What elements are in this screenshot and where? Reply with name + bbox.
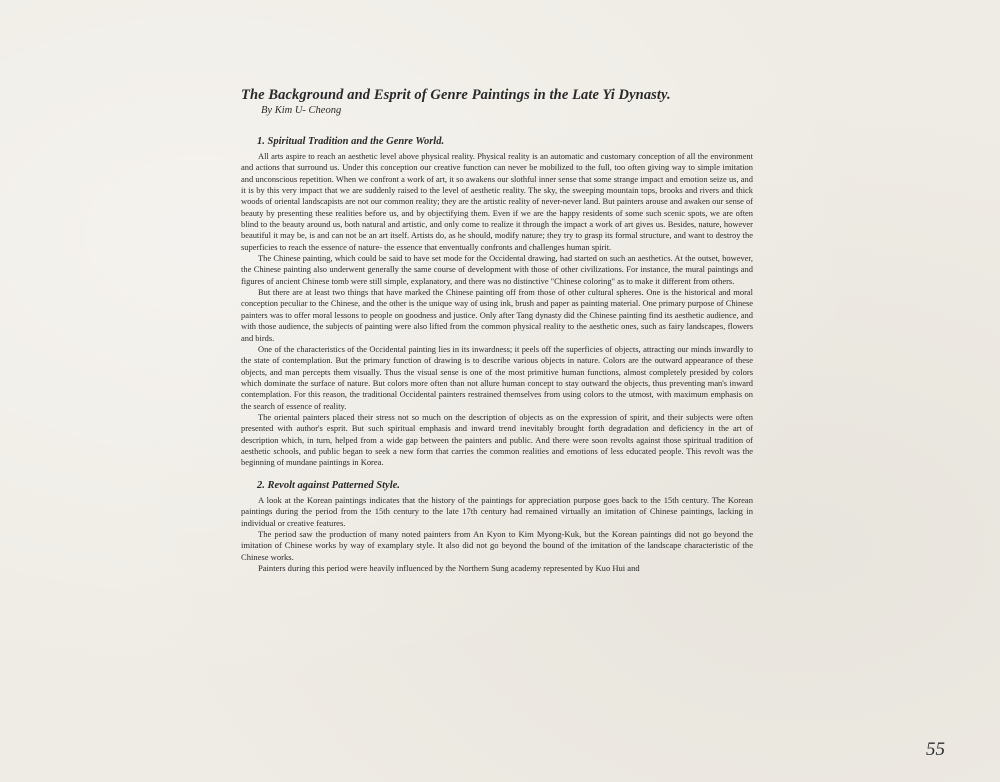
paragraph: The period saw the production of many noted painters from An Kyon to Kim Myong-Kuk, but the Korean paintings did not go beyond the imitation of Chinese works by way of examplary style. It also did not go beyond the bound of the imitation of the landscape characteristic of the Chinese works. xyxy=(241,528,753,562)
paragraph: Painters during this period were heavily influenced by the Northern Sung academy represented by Kuo Hui and xyxy=(258,563,640,574)
section-revolt-patterned-style xyxy=(241,479,753,575)
paragraph: One of the characteristics of the Occidental painting lies in its inwardness; it peels off the superficies of objects, attracting our minds inwardly to the state of contemplation. But the primary function of drawing is to describe various objects in nature. Colors are the outward appearance of these objects, and man percepts them visually. Thus the visual sense is one of the most primitive human functions, almost completely presided by colors which dominate the surface of nature. But colors more often than not allure human concept to stay outward the objects, thus preventing man's inward contemplation. For this reason, the traditional Occidental painters restrained themselves from using colors to the utmost, with maximum emphasis on the search of essence of reality. xyxy=(241,343,753,411)
page-number: 55 xyxy=(926,739,945,760)
paragraph: All arts aspire to reach an aesthetic level above physical reality. Physical reality is an automatic and customary conception of all the environment and actions that surround us. Under this conception our creative function can never be mobilized to the full, too often giving way to simple imitation and unconscious repetition. When we confront a work of art, it so awakens our slothful inner sense that some strange impact and emotion seize us, and it is by this very impact that we are suddenly raised to the level of aesthetic reality. The sky, the sweeping mountain tops, brooks and rivers and thick woods of oriental landscapists are not our common reality; they are the artistic reality of never-never land. But painters arouse and awaken our sense of beauty by presenting these realities before us, and by objectifying them. Even if we are the happy residents of some such scenic spots, we are often blind to the beauty around us, both natural and artistic, and only come to realize it through the impact a work of art gives us. Besides, nature, however beautiful it may be, is and can not be an art itself. Artists do, as he should, modify nature; they try to grasp its formal structure, and want to destroy the superficies to reach the essence of nature- the essence that enventually confronts and challenges human spirit. xyxy=(241,151,753,252)
section-heading: 2. Revolt against Patterned Style. xyxy=(257,479,400,491)
section-spiritual-tradition xyxy=(241,135,753,469)
paragraph: The oriental painters placed their stress not so much on the description of objects as on the expression of spirit, and their subjects were often presented with author's esprit. But such spiritual emphasis and inward trend inevitably brought forth degradation and deficiency in the art of description which, in turn, helped from a wide gap between the painters and public. And there were soon revolts against those spiritual tradition of aesthetic schools, and public began to seek a new form that carries the common realities and emotions of less educated people. This revolt was the beginning of mundane paintings in Korea. xyxy=(241,411,753,468)
article-title: The Background and Esprit of Genre Paintings in the Late Yi Dynasty. xyxy=(241,87,671,103)
article-body xyxy=(241,86,753,575)
paragraph: But there are at least two things that have marked the Chinese painting off from those of other cultural spheres. One is the historical and moral conception peculiar to the Chinese, and the other is the unique way of using ink, brush and paper as painting material. One primary purpose of Chinese painters was to offer moral lessons to people on goodness and justice. Only after Tang dynasty did the Chinese painting find its aesthetic audience, and with those audience, the subjects of painting were also lifted from the common physical reality to the aesthetic ones, such as fairy landscapes, flowers and birds. xyxy=(241,287,753,343)
paragraph: The Chinese painting, which could be said to have set mode for the Occidental drawing, had started on such an aesthetics. At the outset, however, the Chinese painting also underwent generally the same course of development with those of other civilizations. For instance, the mural paintings and figures of ancient Chinese tomb were still simple, explanatory, and there was no distinctive "Chinese coloring" as to make it different from others. xyxy=(241,253,753,286)
section-heading: 1. Spiritual Tradition and the Genre World. xyxy=(257,136,445,147)
article-author: By Kim U- Cheong xyxy=(261,105,342,116)
paragraph: A look at the Korean paintings indicates that the history of the paintings for appreciation purpose goes back to the 15th century. The Korean paintings during the period from the 15th century to the late 17th century had remained virtually an imitation of Chinese paintings, lacking in individual or creative features. xyxy=(241,494,753,528)
